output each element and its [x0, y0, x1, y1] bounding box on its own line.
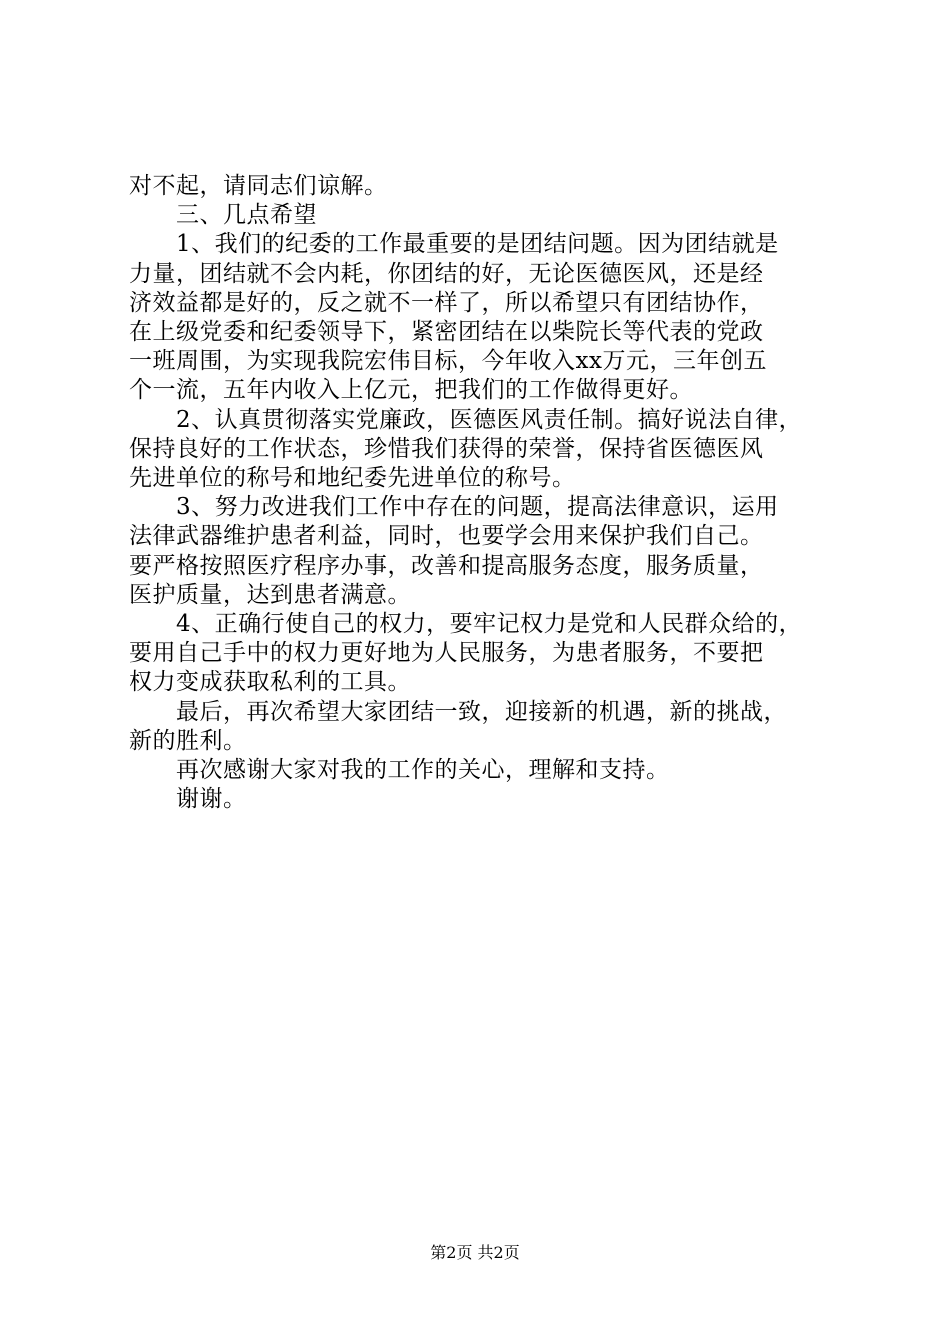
text-line: 4、正确行使自己的权力，要牢记权力是党和人民群众给的，: [129, 611, 803, 638]
text-line: 谢谢。: [129, 786, 247, 813]
text-line: 再次感谢大家对我的工作的关心，理解和支持。: [129, 757, 670, 784]
document-body: [129, 172, 841, 814]
text-line: 新的胜利。: [129, 727, 247, 754]
text-line: 先进单位的称号和地纪委先进单位的称号。: [129, 465, 576, 492]
text-line: 济效益都是好的，反之就不一样了，所以希望只有团结协作，: [129, 289, 764, 316]
section-heading: 三、几点希望: [129, 202, 317, 229]
page-number-footer: 第2页 共2页: [430, 1243, 520, 1262]
text-line: 2、认真贯彻落实党廉政，医德医风责任制。搞好说法自律，: [129, 406, 803, 433]
text-line: 要严格按照医疗程序办事，改善和提高服务态度，服务质量，: [129, 552, 764, 579]
text-line: 1、我们的纪委的工作最重要的是团结问题。因为团结就是: [129, 231, 779, 258]
text-line: 个一流，五年内收入上亿元，把我们的工作做得更好。: [129, 377, 693, 404]
text-line: 3、努力改进我们工作中存在的问题，提高法律意识，运用: [129, 494, 779, 521]
text-line: 力量，团结就不会内耗，你团结的好，无论医德医风，还是经: [129, 260, 764, 287]
text-line: 要用自己手中的权力更好地为人民服务，为患者服务，不要把: [129, 640, 764, 667]
text-line: 法律武器维护患者利益，同时，也要学会用来保护我们自己。: [129, 523, 764, 550]
text-line: 最后，再次希望大家团结一致，迎接新的机遇，新的挑战，: [129, 698, 787, 725]
text-line: 在上级党委和纪委领导下，紧密团结在以柴院长等代表的党政: [129, 319, 764, 346]
text-line: 医护质量，达到患者满意。: [129, 581, 411, 608]
text-line: 一班周围，为实现我院宏伟目标，今年收入xx万元，三年创五: [129, 348, 767, 375]
text-line: 对不起，请同志们谅解。: [129, 173, 388, 199]
text-line: 权力变成获取私利的工具。: [129, 669, 411, 696]
text-line: 保持良好的工作状态，珍惜我们获得的荣誉，保持省医德医风: [129, 435, 764, 462]
